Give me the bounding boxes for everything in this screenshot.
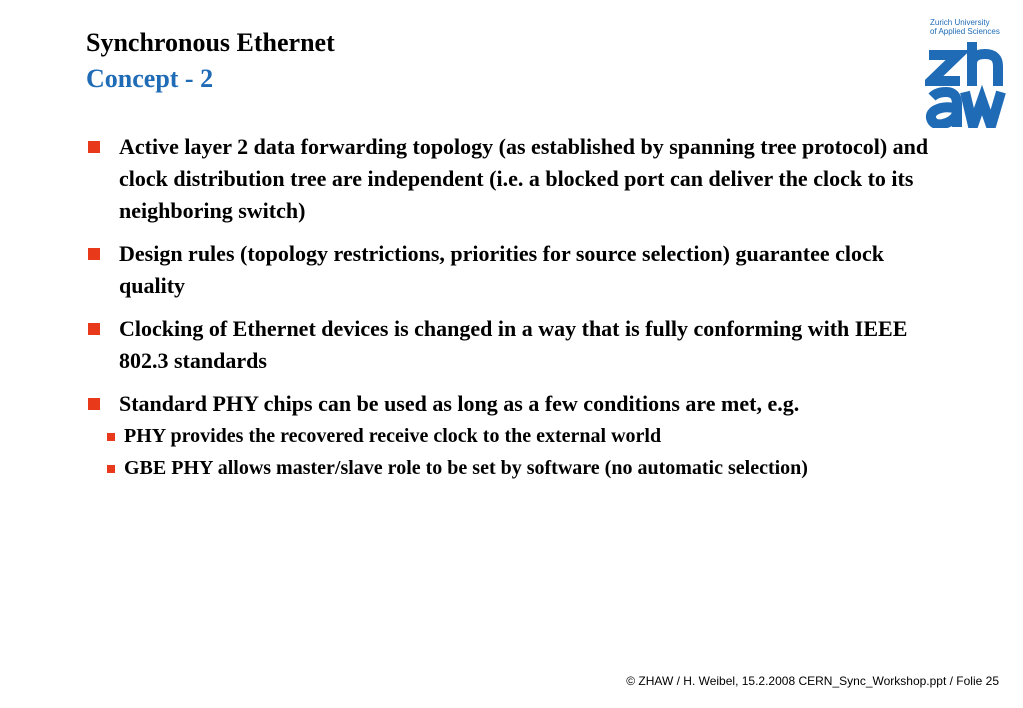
logo-caption <box>930 18 1000 36</box>
bullet-item <box>86 238 946 302</box>
bullet-square-icon <box>88 141 100 153</box>
sub-bullet-list <box>86 422 946 482</box>
logo-caption-line-1: Zurich University <box>930 18 990 27</box>
bullet-text: Active layer 2 data forwarding topology (as established by spanning tree protocol) and clock distribution tree are independent (i.e. a blocked port can deliver the clock to its neighboring switch) <box>119 134 929 223</box>
slide-subtitle: Concept - 2 <box>86 64 214 93</box>
bullet-text: Clocking of Ethernet devices is changed in a way that is fully conforming with IEEE 802.3 standards <box>119 316 908 373</box>
logo-caption-line-2: of Applied Sciences <box>930 27 1000 36</box>
bullet-square-icon <box>88 398 100 410</box>
zhaw-logo <box>925 18 1015 130</box>
slide-footer: © ZHAW / H. Weibel, 15.2.2008 CERN_Sync_Workshop.ppt / Folie 25 <box>626 674 999 688</box>
bullet-item <box>86 131 946 227</box>
logo-letter-a <box>931 92 957 127</box>
logo-letter-z <box>929 55 960 81</box>
sub-bullet-item <box>86 454 946 482</box>
bullet-square-icon <box>88 248 100 260</box>
logo-letter-h <box>972 42 998 86</box>
bullet-text: Standard PHY chips can be used as long as a few conditions are met, e.g. <box>119 391 800 416</box>
bullet-text: Design rules (topology restrictions, priorities for source selection) guarantee clock quality <box>119 241 884 298</box>
zhaw-wordmark <box>925 42 1007 128</box>
sub-bullet-square-icon <box>107 433 115 441</box>
sub-bullet-text: GBE PHY allows master/slave role to be set by software (no automatic selection) <box>124 457 808 479</box>
sub-bullet-item <box>86 422 946 450</box>
bullet-item <box>86 313 946 377</box>
slide-title: Synchronous Ethernet <box>86 28 335 57</box>
bullet-item <box>86 388 946 420</box>
bullet-square-icon <box>88 323 100 335</box>
sub-bullet-square-icon <box>107 465 115 473</box>
logo-letter-w <box>965 92 1001 126</box>
bullet-list <box>86 131 946 486</box>
sub-bullet-text: PHY provides the recovered receive clock to the external world <box>124 425 662 447</box>
